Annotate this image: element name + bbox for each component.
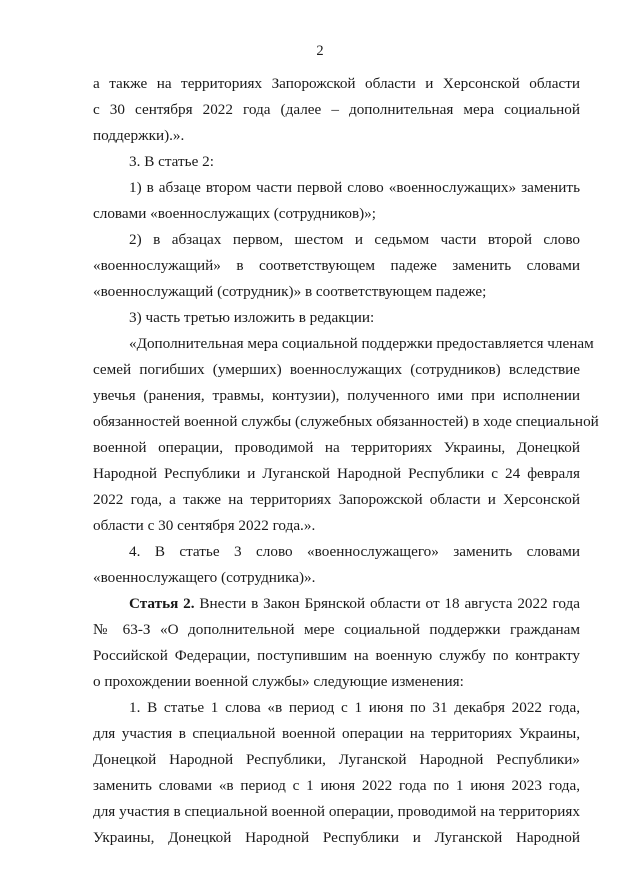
text-line: Украины, Донецкой Народной Республики и Луганской Народной — [93, 829, 580, 846]
text-line: «военнослужащий (сотрудник)» в соответствующем падеже; — [93, 283, 487, 300]
text-line: с 30 сентября 2022 года (далее – дополнительная мера социальной — [93, 101, 580, 118]
article-line — [129, 595, 580, 613]
text-line: а также на территориях Запорожской области и Херсонской области — [93, 75, 580, 92]
text-line: Донецкой Народной Республики, Луганской Народной Республики» — [93, 751, 580, 768]
text-line: области с 30 сентября 2022 года.». — [93, 517, 316, 534]
text-line: для участия в специальной военной операции на территориях Украины, — [93, 725, 580, 742]
text-line: военной операции, проводимой на территориях Украины, Донецкой — [93, 439, 580, 456]
text-line: 1. В статье 1 слова «в период с 1 июня по 31 декабря 2022 года, — [129, 699, 580, 716]
text-line: словами «военнослужащих (сотрудников)»; — [93, 205, 376, 222]
text-line: увечья (ранения, травмы, контузии), полученного ими при исполнении — [93, 387, 580, 404]
text-line: о прохождении военной службы» следующие изменения: — [93, 673, 464, 690]
text-line: 2022 года, а также на территориях Запорожской области и Херсонской — [93, 491, 580, 508]
article-text: Внести в Закон Брянской области от 18 августа 2022 года — [199, 595, 580, 612]
text-line: обязанностей военной службы (служебных обязанностей) в ходе специальной — [93, 413, 599, 430]
text-line: 3) часть третью изложить в редакции: — [129, 309, 375, 326]
text-line: «военнослужащий» в соответствующем падеже заменить словами — [93, 257, 580, 274]
text-line: семей погибших (умерших) военнослужащих (сотрудников) вследствие — [93, 361, 580, 378]
article-heading: Статья 2. — [129, 595, 195, 612]
text-line: Российской Федерации, поступившим на военную службу по контракту — [93, 647, 580, 664]
text-line: № 63-З «О дополнительной мере социальной поддержки гражданам — [93, 621, 580, 638]
page-number: 2 — [316, 43, 324, 59]
text-line: 4. В статье 3 слово «военнослужащего» заменить словами — [129, 543, 580, 560]
text-line: заменить словами «в период с 1 июня 2022 года по 1 июня 2023 года, — [93, 777, 580, 794]
text-line: 3. В статье 2: — [129, 153, 214, 170]
text-line: 1) в абзаце втором части первой слово «военнослужащих» заменить — [129, 179, 580, 196]
text-line: поддержки).». — [93, 127, 185, 144]
text-line: для участия в специальной военной операции, проводимой на территориях — [93, 803, 580, 820]
text-line: 2) в абзацах первом, шестом и седьмом части второй слово — [129, 231, 580, 248]
text-line: «военнослужащего (сотрудника)». — [93, 569, 316, 586]
text-line: Народной Республики и Луганской Народной Республики с 24 февраля — [93, 465, 580, 482]
text-line: «Дополнительная мера социальной поддержки предоставляется членам — [129, 335, 594, 352]
